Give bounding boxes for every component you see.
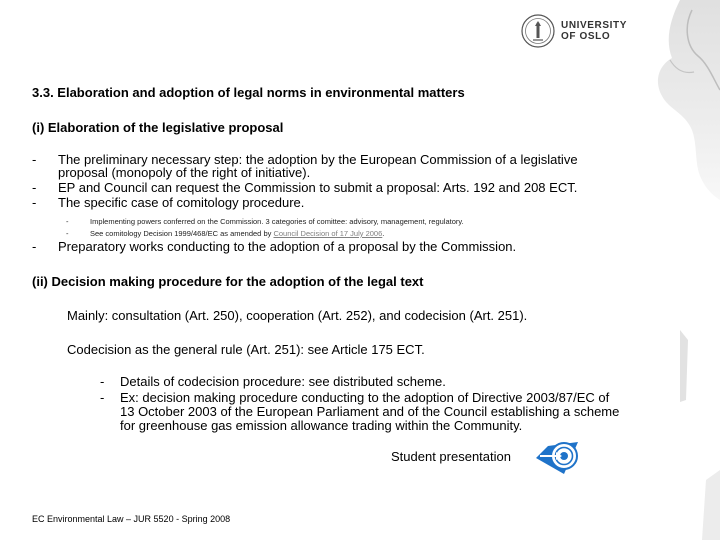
list-item bbox=[32, 196, 626, 209]
list-item-text: Ex: decision making procedure conducting to the adoption of Directive 2003/87/EC of 13 October 2003 of the European Parliament and of the Council establishing a scheme for greenhouse gas emission allowance trading within the Community. bbox=[120, 390, 620, 433]
dash-bullet: - bbox=[100, 390, 105, 405]
dash-bullet: - bbox=[32, 180, 37, 195]
list-item-text: The preliminary necessary step: the adoption by the European Commission of a legislative proposal (monopoly of the right of initiative). bbox=[58, 152, 578, 180]
sublist-item-text: Implementing powers conferred on the Commission. 3 categories of comittee: advisory, management, regulatory. bbox=[90, 217, 464, 226]
list-item bbox=[32, 153, 626, 179]
statue-decoration bbox=[610, 0, 720, 540]
list-item-text: EP and Council can request the Commission to submit a proposal: Arts. 192 and 208 ECT. bbox=[58, 180, 578, 195]
sublist-text-prefix: See comitology Decision 1999/468/EC as amended by bbox=[90, 229, 274, 238]
list-item-text: Details of codecision procedure: see distributed scheme. bbox=[120, 374, 446, 389]
council-decision-link[interactable]: Council Decision of 17 July 2006 bbox=[273, 229, 383, 238]
section-1-list bbox=[32, 153, 626, 211]
dash-bullet: - bbox=[32, 195, 37, 210]
logo-line-2: OF OSLO bbox=[561, 31, 611, 42]
dash-bullet: - bbox=[66, 217, 69, 226]
university-logo bbox=[521, 14, 627, 48]
list-item bbox=[100, 391, 625, 433]
list-item-text: Preparatory works conducting to the adoption of a proposal by the Commission. bbox=[58, 239, 517, 254]
section-2-heading: (ii) Decision making procedure for the adoption of the legal text bbox=[32, 274, 424, 289]
list-item bbox=[32, 181, 626, 194]
student-presentation-label: Student presentation bbox=[391, 449, 511, 464]
section-1-list-continued bbox=[32, 240, 626, 253]
comitology-sublist bbox=[66, 216, 464, 240]
section-2-list bbox=[100, 375, 625, 435]
section-1-heading: (i) Elaboration of the legislative proposal bbox=[32, 120, 284, 135]
university-seal-icon bbox=[521, 14, 555, 48]
dash-bullet: - bbox=[32, 239, 37, 254]
dash-bullet: - bbox=[32, 152, 37, 167]
dash-bullet: - bbox=[66, 229, 69, 238]
logo-line-1: UNIVERSITY bbox=[561, 20, 628, 31]
list-item bbox=[100, 375, 625, 389]
slide-title: 3.3. Elaboration and adoption of legal norms in environmental matters bbox=[32, 85, 465, 100]
footer-text: EC Environmental Law – JUR 5520 - Spring 2008 bbox=[32, 514, 231, 524]
procedures-paragraph: Mainly: consultation (Art. 250), cooperation (Art. 252), and codecision (Art. 251). bbox=[67, 308, 528, 323]
dash-bullet: - bbox=[100, 374, 105, 389]
codecision-paragraph: Codecision as the general rule (Art. 251): see Article 175 ECT. bbox=[67, 342, 425, 357]
sublist-item bbox=[66, 216, 464, 228]
list-item-text: The specific case of comitology procedure. bbox=[58, 195, 305, 210]
target-action-icon[interactable] bbox=[534, 434, 580, 478]
sublist-text-suffix: . bbox=[382, 229, 385, 238]
list-item bbox=[32, 240, 626, 253]
